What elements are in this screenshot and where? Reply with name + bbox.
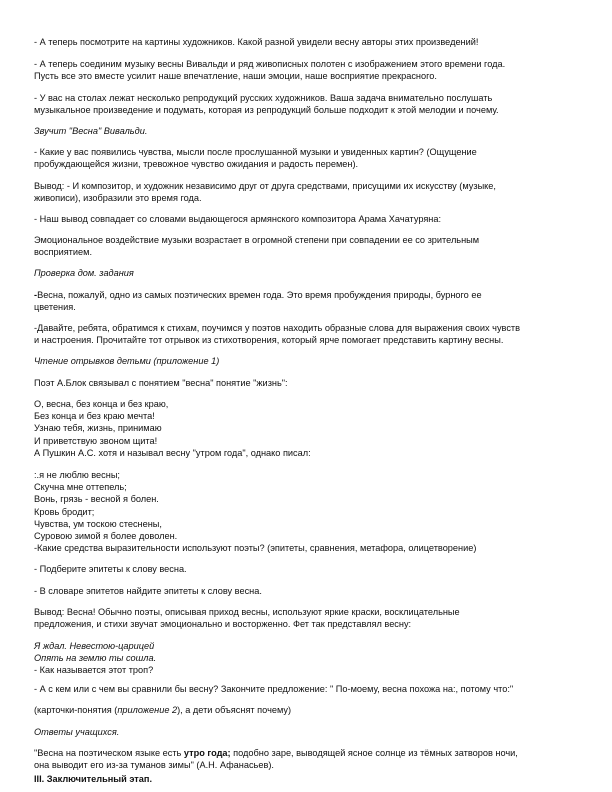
- heading-final-stage: III. Заключительный этап.: [34, 774, 153, 784]
- paragraph-conclusion-spring: Вывод: Весна! Обычно поэты, описывая приход весны, используют яркие краски, восклицательные предложения, и стихи звучат эмоционально и восторженно. Фет так представлял весну:: [34, 607, 460, 630]
- paragraph-conclusion-composer: Вывод: - И композитор, и художник независимо друг от друга средствами, присущими их искусству (музыке, живописи), изобразили это время года.: [34, 181, 496, 204]
- paragraph-blok: Поэт А.Блок связывал с понятием "весна" понятие "жизнь":: [34, 378, 288, 388]
- paragraph-vivaldi-plays: Звучит "Весна" Вивальди.: [34, 126, 148, 136]
- heading-homework-check: Проверка дом. задания: [34, 268, 134, 278]
- poem-blok: О, весна, без конца и без краю, Без конца и без краю мечта! Узнаю тебя, жизнь, принимаю И приветствую звоном щита! А Пушкин А.С. хотя и называл весну "утром года", однако писал:: [34, 399, 311, 458]
- paragraph-epithets-dictionary: - В словаре эпитетов найдите эпитеты к слову весна.: [34, 586, 262, 596]
- paragraph-epithets-select: - Подберите эпитеты к слову весна.: [34, 564, 187, 574]
- quote-afanasyev: "Весна на поэтическом языке есть утро года; подобно заре, выводящей ясное солнце из тёмных затворов ночи, она выводит его из-за туманов зимы" (А.Н. Афанасьев).: [34, 748, 518, 771]
- heading-reading-excerpts: Чтение отрывков детьми (приложение 1): [34, 356, 220, 366]
- paragraph-compare-spring: - А с кем или с чем вы сравнили бы весну? Закончите предложение: " По-моему, весна похожа на:, потому что:": [34, 684, 514, 694]
- paragraph-reproductions-task: - У вас на столах лежат несколько репродукций русских художников. Ваша задача внимательно послушать музыкальное произведение и подумать, которая из репродукций больше подходит к этой мелодии и почему.: [34, 93, 499, 116]
- paragraph-look-at-paintings: - А теперь посмотрите на картины художников. Какой разной увидели весну авторы этих произведений!: [34, 37, 479, 47]
- paragraph-combine-music: - А теперь соединим музыку весны Вивальди и ряд живописных полотен с изображением этого времени года. Пусть все это вместе усилит наше впечатление, наши эмоции, наше восприятие прекрасного.: [34, 59, 506, 82]
- poem-pushkin: :.я не люблю весны; Скучна мне оттепель; Вонь, грязь - весной я болен. Кровь бродит; Чувства, ум тоскою стеснены, Суровою зимой я более доволен. -Какие средства выразительности используют поэты? (эпитеты, сравнения, метафора, олицетворение): [34, 470, 477, 554]
- paragraph-feelings-question: - Какие у вас появились чувства, мысли после прослушанной музыки и увиденных картин? (Ощущение пробуждающейся жизни, тревожное чувство ожидания и радость перемен).: [34, 147, 477, 170]
- paragraph-spring-poetic: -Весна, пожалуй, одно из самых поэтических времен года. Это время пробуждения природы, бурного ее цветения.: [34, 290, 482, 313]
- heading-student-answers: Ответы учащихся.: [34, 727, 120, 737]
- paragraph-emotional-impact: Эмоциональное воздействие музыки возрастает в огромной степени при совпадении ее со зрительным восприятием.: [34, 235, 480, 258]
- paragraph-concept-cards: (карточки-понятия (приложение 2), а дети объяснят почему): [34, 705, 292, 715]
- paragraph-khachaturian: - Наш вывод совпадает со словами выдающегося армянского композитора Арама Хачатуряна:: [34, 214, 442, 224]
- poem-fet: Я ждал. Невестою-царицей Опять на землю ты сошла. - Как называется этот троп?: [34, 641, 157, 676]
- paragraph-turn-to-poems: -Давайте, ребята, обратимся к стихам, поучимся у поэтов находить образные слова для выражения своих чувств и настроения. Прочитайте тот отрывок из стихотворения, который ярче помогает представить картину весны.: [34, 323, 521, 346]
